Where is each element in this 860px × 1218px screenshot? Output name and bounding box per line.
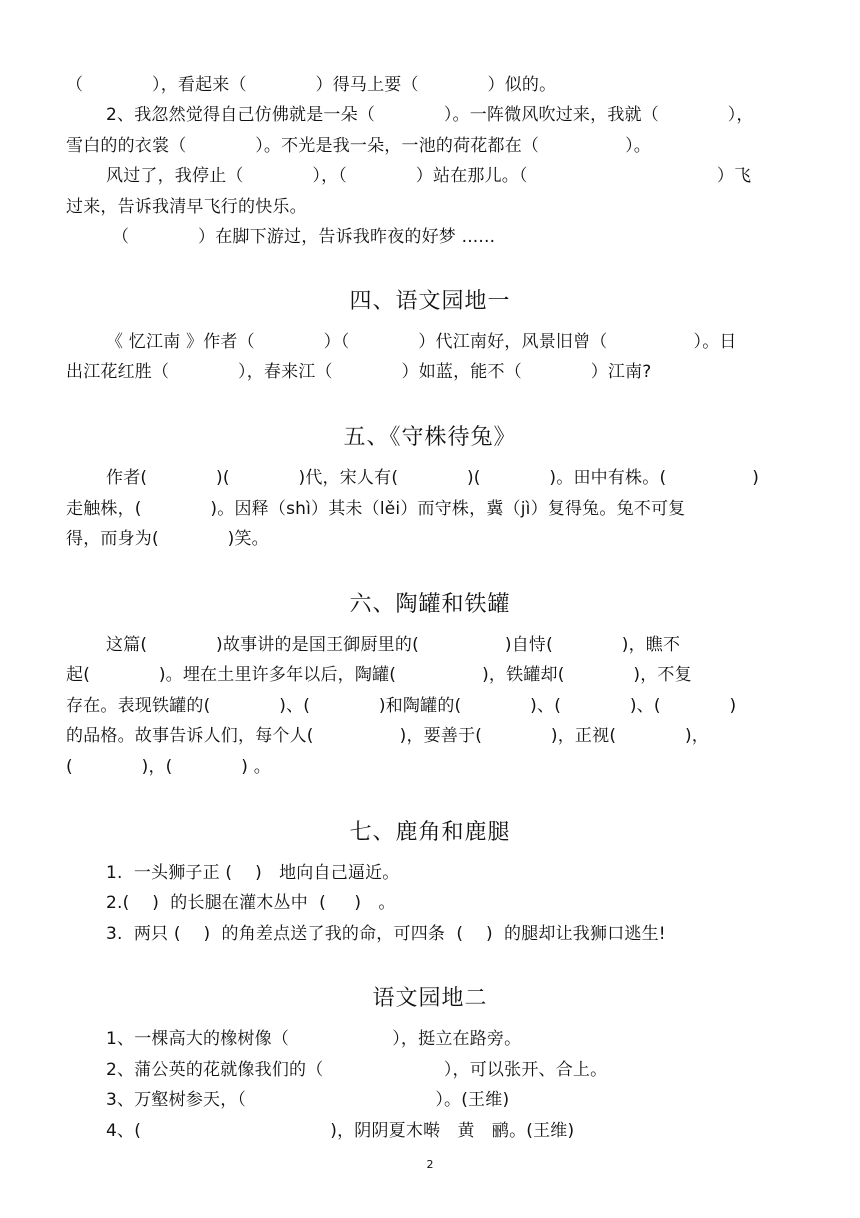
passage-line: 风过了，我停止（ ），（ ）站在那儿。（ ）飞 xyxy=(106,166,752,186)
section8-line: 2、蒲公英的花就像我们的（ ），可以张开、合上。 xyxy=(106,1060,608,1080)
section8-line: 4、( )，阴阴夏木啭 黄 鹂。(王维) xyxy=(106,1121,575,1141)
passage-line: 过来，告诉我清早飞行的快乐。 xyxy=(66,197,307,217)
section-heading-6: 六、陶罐和铁罐 xyxy=(349,592,511,617)
section4-line: 出江花红胜（ ），春来江（ ）如蓝，能不（ ）江南? xyxy=(66,362,652,382)
section5-line: 走触株，( )。因释（shì）其未（lěi）而守株，冀（jì）复得兔。兔不可复 xyxy=(66,499,686,519)
section7-line: 3. 两只 ( ) 的角差点送了我的命，可四条 ( ) 的腿却让我狮口逃生! xyxy=(106,924,666,944)
section6-line: 这篇( )故事讲的是国王御厨里的( )自恃( )，瞧不 xyxy=(106,635,681,655)
section4-line: 《 忆江南 》作者（ ）（ ）代江南好，风景旧曾（ ）。日 xyxy=(106,332,737,352)
section5-line: 作者( )( )代，宋人有( )( )。田中有株。( ) xyxy=(106,468,760,488)
passage-line: （ ），看起来（ ）得马上要（ ）似的。 xyxy=(66,75,557,95)
section7-line: 1. 一头狮子正 ( ) 地向自己逼近。 xyxy=(106,863,400,883)
passage-line: 2、我忽然觉得自己仿佛就是一朵（ ）。一阵微风吹过来，我就（ ）， xyxy=(106,105,754,125)
section6-line: ( )，( ) 。 xyxy=(66,757,271,777)
section-heading-7: 七、鹿角和鹿腿 xyxy=(349,820,511,845)
section8-line: 3、万壑树参天，（ ）。(王维) xyxy=(106,1090,510,1110)
passage-line: （ ）在脚下游过，告诉我昨夜的好梦 ...... xyxy=(112,227,496,247)
section8-line: 1、一棵高大的橡树像（ ），挺立在路旁。 xyxy=(106,1029,522,1049)
page-number: 2 xyxy=(426,1158,434,1171)
section-heading-8: 语文园地二 xyxy=(372,986,488,1011)
section6-line: 存在。表现铁罐的( )、( )和陶罐的( )、( )、( ) xyxy=(66,696,737,716)
section7-line: 2.( ) 的长腿在灌木丛中 ( ) 。 xyxy=(106,893,396,913)
section-heading-4: 四、语文园地一 xyxy=(349,289,511,314)
section-heading-5: 五、《守株待兔》 xyxy=(343,425,517,450)
section6-line: 起( )。埋在土里许多年以后，陶罐( )，铁罐却( )，不复 xyxy=(66,665,692,685)
section5-line: 得，而身为( )笑。 xyxy=(66,529,269,549)
section6-line: 的品格。故事告诉人们，每个人( )，要善于( )，正视( )， xyxy=(66,726,709,746)
passage-line: 雪白的的衣裳（ ）。不光是我一朵，一池的荷花都在（ ）。 xyxy=(66,136,651,156)
